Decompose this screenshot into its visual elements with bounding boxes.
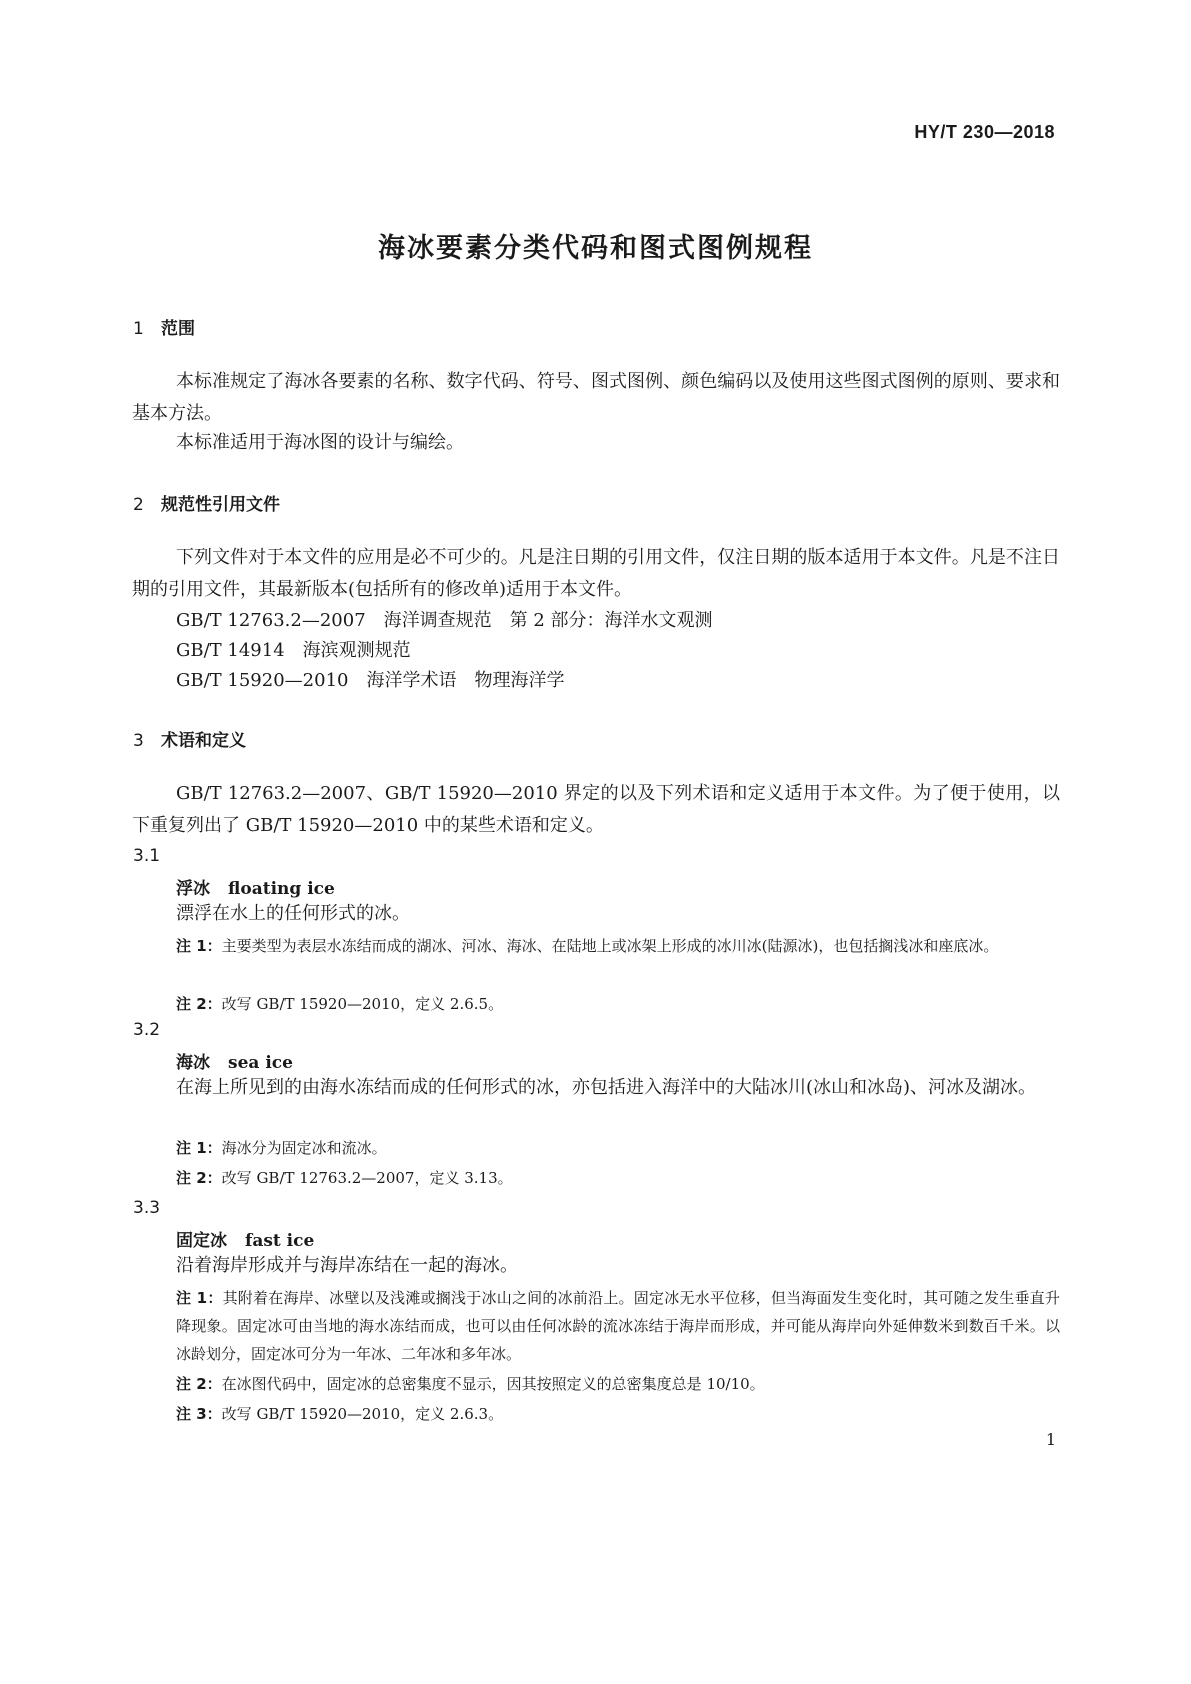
term-note — [176, 1400, 1060, 1428]
term-definition: 在海上所见到的由海水冻结而成的任何形式的冰，亦包括进入海洋中的大陆冰川(冰山和冰岛)、河冰及湖冰。 — [176, 1077, 1037, 1098]
note-label: 注 1： — [176, 1139, 222, 1157]
reference-item: GB/T 15920—2010 海洋学术语 物理海洋学 — [176, 670, 565, 691]
document-code: HY/T 230—2018 — [914, 122, 1055, 142]
note-text: 在冰图代码中，固定冰的总密集度不显示，因其按照定义的总密集度总是 10/10。 — [221, 1375, 765, 1393]
note-text: 主要类型为表层水冻结而成的湖冰、河冰、海冰、在陆地上或冰架上形成的冰川冰(陆源冰)，也包括搁浅冰和座底冰。 — [221, 937, 999, 955]
section-title: 范围 — [161, 319, 195, 339]
term-chinese: 海冰 — [176, 1053, 210, 1073]
term-note — [176, 1370, 1060, 1398]
section-title: 术语和定义 — [161, 731, 246, 751]
term-number: 3.3 — [133, 1198, 161, 1218]
term-note — [176, 932, 1060, 960]
document-title: 海冰要素分类代码和图式图例规程 — [378, 233, 813, 264]
section-heading-normative-references — [133, 490, 280, 515]
note-label: 注 2： — [176, 1375, 222, 1393]
term-chinese: 浮冰 — [176, 879, 210, 899]
section-heading-scope — [133, 314, 195, 339]
term-definition: 沿着海岸形成并与海岸冻结在一起的海冰。 — [176, 1255, 518, 1276]
note-label: 注 2： — [176, 995, 222, 1013]
terms-paragraph: GB/T 12763.2—2007、GB/T 15920—2010 界定的以及下列术语和定义适用于本文件。为了便于使用，以下重复列出了 GB/T 15920—2010 中的某些术语和定义。 — [132, 783, 1060, 836]
reference-item: GB/T 12763.2—2007 海洋调查规范 第 2 部分：海洋水文观测 — [176, 610, 713, 631]
page-number: 1 — [1045, 1430, 1056, 1449]
term-definition: 漂浮在水上的任何形式的冰。 — [176, 903, 410, 924]
term-note — [176, 1164, 1060, 1192]
term-heading — [176, 1226, 314, 1251]
scope-paragraph-1: 本标准规定了海冰各要素的名称、数字代码、符号、图式图例、颜色编码以及使用这些图式图例的原则、要求和基本方法。 — [132, 371, 1060, 424]
note-text: 改写 GB/T 15920—2010，定义 2.6.5。 — [221, 995, 504, 1013]
term-note — [176, 1134, 1060, 1162]
section-title: 规范性引用文件 — [161, 495, 280, 515]
note-label: 注 2： — [176, 1169, 222, 1187]
term-heading — [176, 874, 335, 899]
note-label: 注 1： — [176, 937, 222, 955]
term-english: sea ice — [228, 1053, 293, 1073]
term-number: 3.2 — [133, 1020, 161, 1040]
note-text: 改写 GB/T 12763.2—2007，定义 3.13。 — [221, 1169, 513, 1187]
term-english: floating ice — [228, 879, 335, 899]
term-number: 3.1 — [133, 846, 161, 866]
note-text: 改写 GB/T 15920—2010，定义 2.6.3。 — [221, 1405, 504, 1423]
scope-paragraph-2: 本标准适用于海冰图的设计与编绘。 — [176, 432, 464, 453]
section-number: 1 — [133, 319, 144, 339]
term-note — [176, 990, 1060, 1018]
term-heading — [176, 1048, 293, 1073]
references-paragraph: 下列文件对于本文件的应用是必不可少的。凡是注日期的引用文件，仅注日期的版本适用于本文件。凡是不注日期的引用文件，其最新版本(包括所有的修改单)适用于本文件。 — [132, 547, 1060, 600]
note-text: 其附着在海岸、冰壁以及浅滩或搁浅于冰山之间的冰前沿上。固定冰无水平位移，但当海面发生变化时，其可随之发生垂直升降现象。固定冰可由当地的海水冻结而成，也可以由任何冰龄的流冰冻结于海岸而形成，并可能从海岸向外延伸数米到数百千米。以冰龄划分，固定冰可分为一年冰、二年冰和多年冰。 — [176, 1289, 1060, 1363]
note-label: 注 3： — [176, 1405, 222, 1423]
note-text: 海冰分为固定冰和流冰。 — [221, 1139, 387, 1157]
term-note — [176, 1284, 1060, 1368]
section-number: 3 — [133, 731, 144, 751]
reference-item: GB/T 14914 海滨观测规范 — [176, 640, 411, 661]
term-chinese: 固定冰 — [176, 1231, 227, 1251]
term-english: fast ice — [245, 1231, 315, 1251]
section-heading-terms — [133, 726, 246, 751]
note-label: 注 1： — [176, 1289, 223, 1307]
section-number: 2 — [133, 495, 144, 515]
